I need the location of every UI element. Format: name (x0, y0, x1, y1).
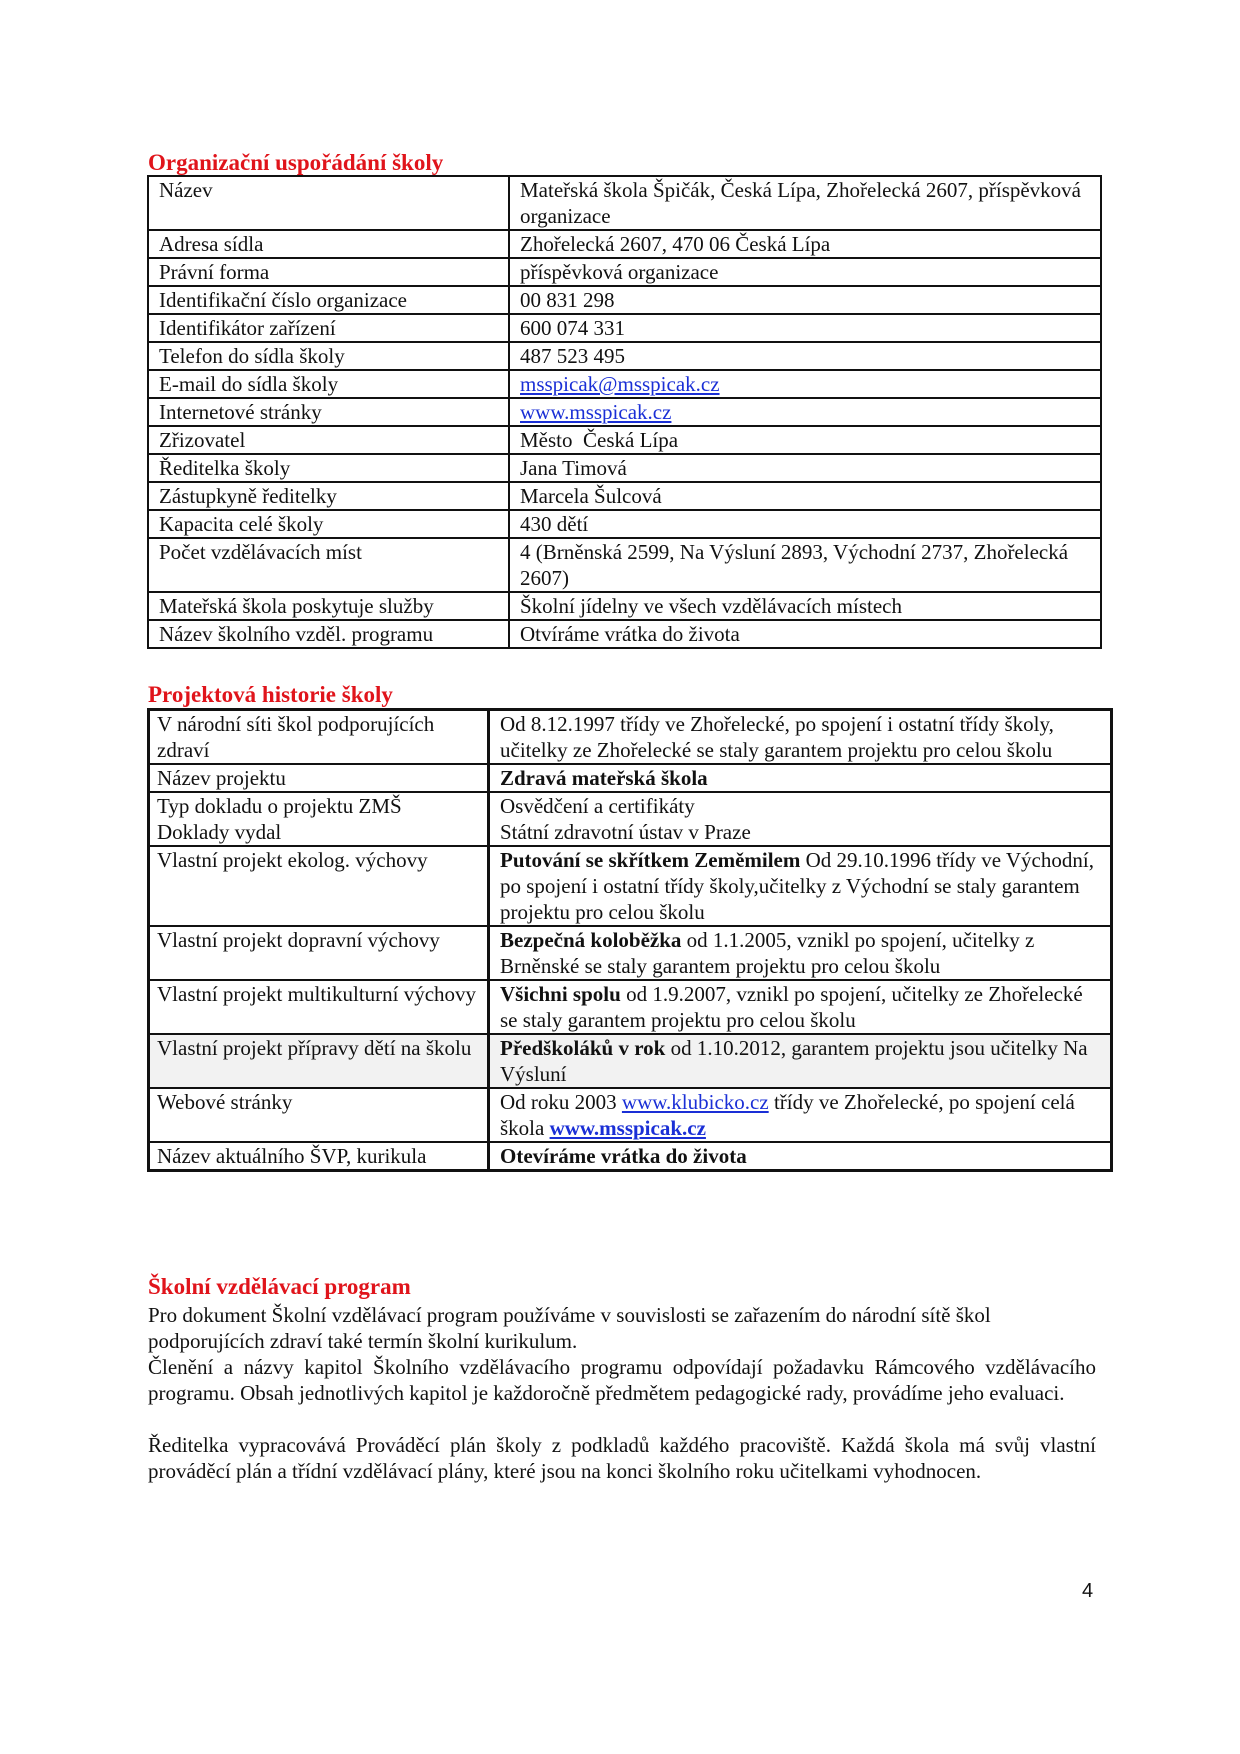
org-label: E-mail do sídla školy (148, 370, 509, 398)
org-value: 00 831 298 (509, 286, 1101, 314)
org-value: Zhořelecká 2607, 470 06 Česká Lípa (509, 230, 1101, 258)
org-label: Identifikační číslo organizace (148, 286, 509, 314)
table-row (149, 846, 1112, 926)
org-label: Název (148, 176, 509, 230)
org-value: 487 523 495 (509, 342, 1101, 370)
project-title: Všichni spolu (500, 982, 621, 1006)
project-desc: od 1.1.2005, vznikl po spojení, učitelky z Brněnské se staly garantem projektu pro celou školu (500, 928, 1035, 978)
org-label: Název školního vzděl. programu (148, 620, 509, 648)
history-value (489, 846, 1112, 926)
org-label: Právní forma (148, 258, 509, 286)
table-row (148, 230, 1101, 258)
project-desc: od 1.9.2007, vznikl po spojení, učitelky ze Zhořelecké se staly garantem projektu pro celou školu (500, 982, 1083, 1032)
org-label: Adresa sídla (148, 230, 509, 258)
history-value (489, 792, 1112, 846)
history-value (489, 1088, 1112, 1142)
org-label: Zřizovatel (148, 426, 509, 454)
org-label: Kapacita celé školy (148, 510, 509, 538)
issued-by-value: Státní zdravotní ústav v Praze (500, 820, 751, 844)
issued-by-label: Doklady vydal (157, 820, 282, 844)
org-label: Telefon do sídla školy (148, 342, 509, 370)
project-desc: od 1.10.2012, garantem projektu jsou učitelky Na Výsluní (500, 1036, 1088, 1086)
org-value: 600 074 331 (509, 314, 1101, 342)
history-value (489, 1142, 1112, 1171)
email-link[interactable]: msspicak@msspicak.cz (520, 372, 720, 396)
msspicak-link[interactable]: www.msspicak.cz (549, 1116, 706, 1140)
org-value (509, 398, 1101, 426)
svp-name: Otevíráme vrátka do života (500, 1144, 747, 1168)
org-label: Mateřská škola poskytuje služby (148, 592, 509, 620)
table-row (149, 926, 1112, 980)
org-label: Ředitelka školy (148, 454, 509, 482)
history-label: Vlastní projekt multikulturní výchovy (149, 980, 489, 1034)
web-desc-start: Od roku 2003 (500, 1090, 622, 1114)
org-value (509, 370, 1101, 398)
project-desc: Od 29.10.1996 třídy ve Východní, po spojení i ostatní třídy školy,učitelky z Východní se staly garantem projektu pro celou školu (500, 848, 1094, 924)
table-row (148, 482, 1101, 510)
table-row (148, 370, 1101, 398)
table-row (148, 426, 1101, 454)
org-value: 430 dětí (509, 510, 1101, 538)
history-label: Vlastní projekt dopravní výchovy (149, 926, 489, 980)
table-row (149, 1088, 1112, 1142)
history-label: Název projektu (149, 764, 489, 792)
svp-paragraph-2: Členění a názvy kapitol Školního vzdělávacího programu odpovídají požadavku Rámcového vzdělávacího programu. Obsah jednotlivých kapitol je každoročně předmětem pedagogické rady, provádíme jeho evaluaci. (148, 1355, 1096, 1405)
table-row (148, 398, 1101, 426)
table-row (149, 980, 1112, 1034)
project-title: Předškoláků v rok (500, 1036, 666, 1060)
org-value: příspěvková organizace (509, 258, 1101, 286)
svp-paragraph-3: Ředitelka vypracovává Prováděcí plán školy z podkladů každého pracoviště. Každá škola má svůj vlastní prováděcí plán a třídní vzdělávací plány, které jsou na konci školního roku učitelkami vyhodnocen. (148, 1433, 1096, 1483)
org-value: Jana Timová (509, 454, 1101, 482)
table-row (149, 1034, 1112, 1088)
table-row (148, 342, 1101, 370)
web-desc-middle: třídy ve Zhořelecké, po spojení celá škola (500, 1090, 1075, 1140)
table-row (148, 258, 1101, 286)
table-row (148, 454, 1101, 482)
table-row (148, 510, 1101, 538)
history-label: Název aktuálního ŠVP, kurikula (149, 1142, 489, 1171)
history-label: V národní síti škol podporujících zdraví (149, 710, 489, 765)
history-value (489, 764, 1112, 792)
table-row (149, 792, 1112, 846)
org-value: Mateřská škola Špičák, Česká Lípa, Zhořelecká 2607, příspěvková organizace (509, 176, 1101, 230)
org-value: Školní jídelny ve všech vzdělávacích místech (509, 592, 1101, 620)
history-label (149, 792, 489, 846)
org-section-title: Organizační uspořádání školy (148, 150, 444, 175)
org-label: Identifikátor zařízení (148, 314, 509, 342)
history-table (147, 708, 1113, 1172)
svp-section-title: Školní vzdělávací program (148, 1274, 411, 1299)
table-row (148, 620, 1101, 648)
history-value (489, 980, 1112, 1034)
klubicko-link[interactable]: www.klubicko.cz (621, 1090, 769, 1114)
history-value (489, 926, 1112, 980)
history-value (489, 1034, 1112, 1088)
project-name: Zdravá mateřská škola (500, 766, 708, 790)
history-label: Vlastní projekt ekolog. výchovy (149, 846, 489, 926)
history-label: Webové stránky (149, 1088, 489, 1142)
org-label: Počet vzdělávacích míst (148, 538, 509, 592)
history-value: Od 8.12.1997 třídy ve Zhořelecké, po spojení i ostatní třídy školy, učitelky ze Zhořelecké se staly garantem projektu pro celou školu (489, 710, 1112, 765)
table-row (149, 710, 1112, 765)
website-link[interactable]: www.msspicak.cz (520, 400, 672, 424)
org-label: Zástupkyně ředitelky (148, 482, 509, 510)
table-row (148, 176, 1101, 230)
table-row (148, 286, 1101, 314)
project-title: Bezpečná koloběžka (500, 928, 682, 952)
table-row (148, 538, 1101, 592)
table-row (148, 314, 1101, 342)
history-label: Vlastní projekt přípravy dětí na školu (149, 1034, 489, 1088)
table-row (149, 764, 1112, 792)
org-label: Internetové stránky (148, 398, 509, 426)
org-value: Otvíráme vrátka do života (509, 620, 1101, 648)
history-section-title: Projektová historie školy (148, 682, 393, 707)
page-number: 4 (1082, 1580, 1094, 1602)
project-title: Putování se skřítkem Zeměmilem (500, 848, 801, 872)
table-row (149, 1142, 1112, 1171)
table-row (148, 592, 1101, 620)
org-value: 4 (Brněnská 2599, Na Výsluní 2893, Východní 2737, Zhořelecká 2607) (509, 538, 1101, 592)
org-table (147, 175, 1102, 649)
org-value: Marcela Šulcová (509, 482, 1101, 510)
document-type-value: Osvědčení a certifikáty (500, 794, 695, 818)
svp-paragraph-1: Pro dokument Školní vzdělávací program používáme v souvislosti se zařazením do národní sítě škol podporujících zdraví také termín školní kurikulum. (148, 1303, 991, 1353)
document-type-label: Typ dokladu o projektu ZMŠ (157, 794, 402, 818)
org-value: Město Česká Lípa (509, 426, 1101, 454)
